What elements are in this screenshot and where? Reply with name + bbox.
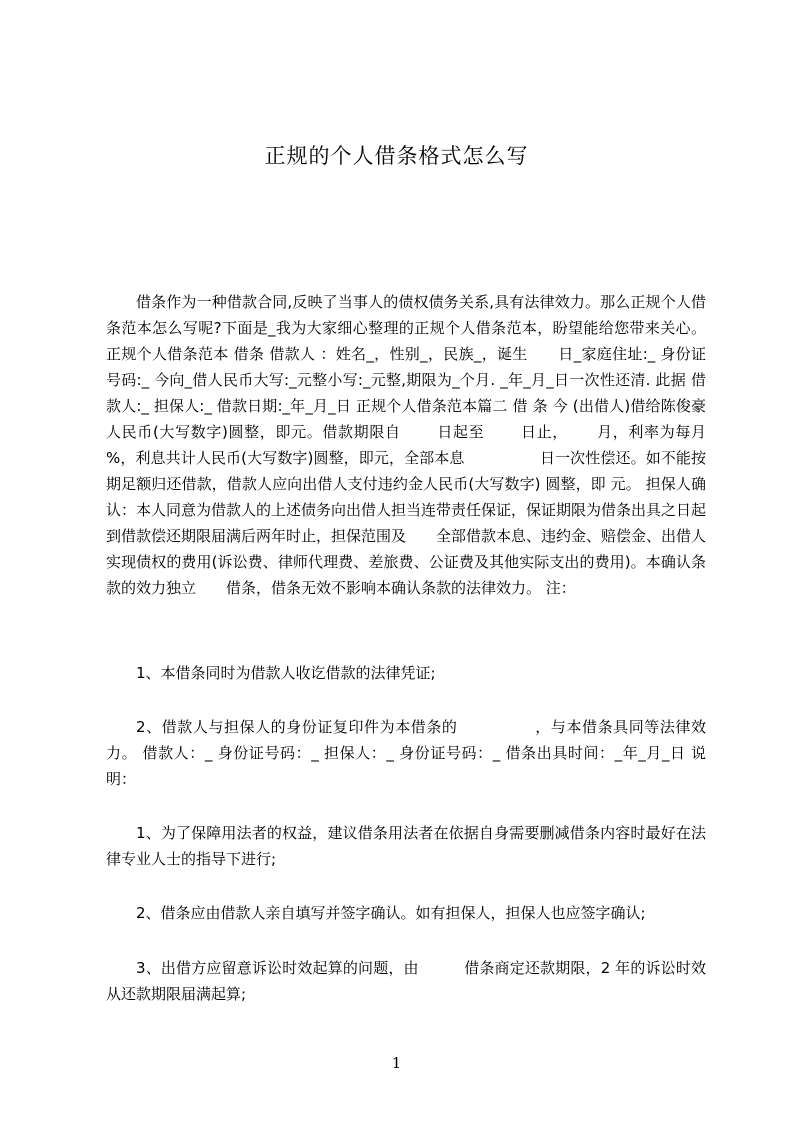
note-item-2: 2、借款人与担保人的身份证复印件为本借条的 ，与本借条具同等法律效力。 借款人：_ 身份证号码：_ 担保人：_ 身份证号码：_ 借条出具时间：_年_月_日 说明：	[106, 718, 706, 788]
intro-paragraph: 借条作为一种借款合同,反映了当事人的债权债务关系,具有法律效力。那么正规个人借条范本怎么写呢?下面是_我为大家细心整理的正规个人借条范本，盼望能给您带来关心。 正规个人借条范本 借条 借款人 ：姓名_，性别_，民族_，诞生 日_家庭住址:_ 身份证号码:_ 今向_借人民币大写:_元整小写:_元整,期限为_个月. _年_月_日一次性还清. 此据 借款人:_ 担保人:_ 借款日期:_年_月_日 正规个人借条范本篇二 借 条 今 (出借人)借给陈俊豪人民币(大写数字)圆整，即元。借款期限自 日起至 日止， 月，利率为每月 %，利息共计人民币(大写数字)圆整，即元，全部本息 日一次性偿还。如不能按期足额归还借款，借款人应向出借人支付违约金人民币(大写数字) 圆整，即 元。 担保人确认：本人同意为借款人的上述债务向出借人担当连带责任保证，保证期限为借条出具之日起到借款偿还期限届满后两年时止，担保范围及 全部借款本息、违约金、赔偿金、出借人实现债权的费用(诉讼费、律师代理费、差旅费、公证费及其他实际支出的费用)。本确认条款的效力独立 借条，借条无效不影响本确认条款的法律效力。 注：	[106, 293, 707, 597]
explain-item-1: 1、为了保障用法者的权益，建议借条用法者在依据自身需要删减借条内容时最好在法律专业人士的指导下进行;	[106, 824, 706, 868]
explain-item-3: 3、出借方应留意诉讼时效起算的问题，由 借条商定还款期限，2 年的诉讼时效从还款期限届满起算;	[106, 959, 706, 1003]
note-item-1: 1、本借条同时为借款人收讫借款的法律凭证;	[136, 664, 436, 682]
document-title: 正规的个人借条格式怎么写	[264, 144, 529, 168]
explain-item-2: 2、借条应由借款人亲自填写并签字确认。如有担保人，担保人也应签字确认;	[136, 904, 646, 922]
page-number: 1	[391, 1054, 402, 1072]
